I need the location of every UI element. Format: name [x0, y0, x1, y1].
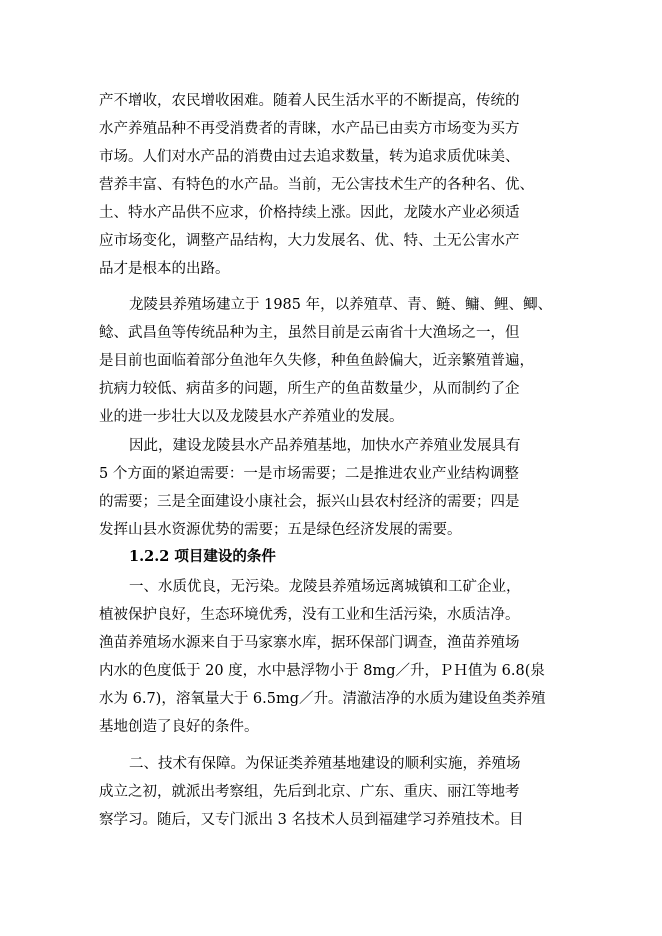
- text-line: 渔苗养殖场水源来自于马家寨水库，据环保部门调查，渔苗养殖场: [99, 635, 520, 651]
- text-line: 基地创造了良好的条件。: [99, 719, 259, 735]
- text-line: 的需要；三是全面建设小康社会，振兴山县农村经济的需要；四是: [99, 494, 520, 510]
- text-line: 抗病力较低、病苗多的问题，所生产的鱼苗数量少，从而制约了企: [99, 381, 520, 397]
- text-line: 应市场变化，调整产品结构，大力发展名、优、特、土无公害水产: [99, 233, 520, 249]
- text-line: 市场。人们对水产品的消费由过去追求数量，转为追求质优味美、: [99, 149, 520, 165]
- text-line: 水为 6.7)，溶氧量大于 6.5mg／升。清澈洁净的水质为建设鱼类养殖: [99, 691, 546, 707]
- section-heading: 1.2.2 项目建设的条件: [129, 548, 276, 565]
- text-line: 内水的色度低于 20 度，水中悬浮物小于 8mg／升，ＰＨ值为 6.8(泉: [99, 663, 545, 679]
- text-line: 一、水质优良，无污染。龙陵县养殖场远离城镇和工矿企业，: [129, 579, 521, 595]
- text-line: 鲶、武昌鱼等传统品种为主，虽然目前是云南省十大渔场之一，但: [99, 325, 520, 341]
- text-line: 是目前也面临着部分鱼池年久失修，种鱼鱼龄偏大，近亲繁殖普遍，: [99, 353, 534, 369]
- text-line: 水产养殖品种不再受消费者的青睐，水产品已由卖方市场变为买方: [99, 121, 520, 137]
- text-line: 龙陵县养殖场建立于 1985 年，以养殖草、青、鲢、鳙、鲤、鲫、: [129, 297, 553, 313]
- text-line: 产不增收，农民增收困难。随着人民生活水平的不断提高，传统的: [99, 93, 520, 109]
- text-line: 品才是根本的出路。: [99, 261, 230, 277]
- text-line: 因此，建设龙陵县水产品养殖基地，加快水产养殖业发展具有: [129, 438, 521, 454]
- text-line: 二、技术有保障。为保证类养殖基地建设的顺利实施，养殖场: [129, 756, 521, 772]
- text-line: 土、特水产品供不应求，价格持续上涨。因此，龙陵水产业必须适: [99, 205, 520, 221]
- text-line: 5 个方面的紧迫需要：一是市场需要；二是推进农业产业结构调整: [99, 466, 519, 482]
- text-line: 成立之初，就派出考察组，先后到北京、广东、重庆、丽江等地考: [99, 784, 520, 800]
- text-line: 发挥山县水资源优势的需要；五是绿色经济发展的需要。: [99, 522, 462, 538]
- text-line: 营养丰富、有特色的水产品。当前，无公害技术生产的各种名、优、: [99, 177, 534, 193]
- text-line: 察学习。随后，又专门派出 3 名技术人员到福建学习养殖技术。目: [99, 812, 524, 828]
- text-line: 植被保护良好，生态环境优秀，没有工业和生活污染，水质洁净。: [99, 607, 520, 623]
- text-line: 业的进一步壮大以及龙陵县水产养殖业的发展。: [99, 409, 404, 425]
